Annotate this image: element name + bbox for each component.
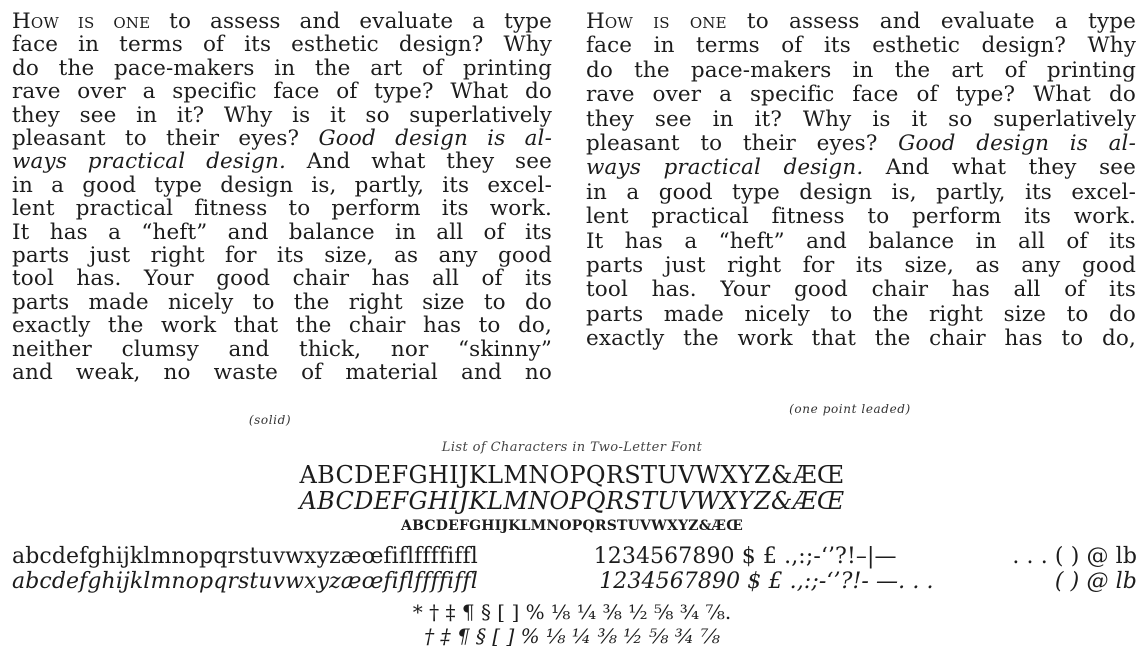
text-line [12, 10, 552, 33]
text-line: face in terms of its esthetic design? Why [12, 32, 552, 58]
italic-emphasis: ways practical design. [586, 155, 864, 181]
text-line: lent practical fitness to perform its work. [586, 204, 1136, 230]
lowercase-roman-end: . . . ( ) @ lb [1012, 544, 1137, 569]
text-line [12, 150, 552, 173]
left-column-solid [12, 10, 552, 385]
text-line: face in terms of its esthetic design? Why [586, 33, 1136, 59]
text-segment: pleasant to their eyes? [12, 126, 319, 152]
text-segment: And what they see [863, 155, 1136, 181]
text-line [586, 156, 1136, 180]
text-line: in a good type design is, partly, its excel- [586, 179, 1136, 205]
lowercase-italic-letters: abcdefghijklmnopqrstuvwxyzæœfiflffffiffl [12, 569, 478, 594]
text-segment: And what they see [286, 149, 552, 175]
right-column-leaded [586, 10, 1136, 352]
character-list-title: List of Characters in Two-Letter Font [441, 440, 703, 455]
lowercase-italic-figures: 1234567890 $ £ .,:;-‘’?!- —. . . [599, 569, 934, 594]
text-line: they see in it? Why is it so superlatively [12, 102, 552, 128]
text-line: neither clumsy and thick, nor “skinny” [12, 336, 552, 362]
text-line: parts made nicely to the right size to do [586, 301, 1136, 327]
text-line: exactly the work that the chair has to do, [12, 313, 552, 339]
symbols-italic: † ‡ ¶ § [ ] % ⅛ ¼ ⅜ ½ ⅝ ¾ ⅞ [424, 624, 720, 648]
text-line: do the pace-makers in the art of printing [586, 57, 1136, 83]
text-line: they see in it? Why is it so superlatively [586, 106, 1136, 132]
text-line [586, 10, 1136, 34]
lowercase-italic-end: ( ) @ lb [1054, 569, 1137, 594]
caption-solid: (solid) [248, 413, 292, 427]
text-line [12, 127, 552, 150]
lowercase-italic-row [12, 569, 1137, 594]
lowercase-roman-figures: 1234567890 $ £ .,:;-‘’?!–|— [593, 544, 897, 569]
text-line: in a good type design is, partly, its excel- [12, 172, 552, 198]
text-line [586, 132, 1136, 156]
text-line: rave over a specific face of type? What do [586, 82, 1136, 108]
text-line: It has a “heft” and balance in all of its [586, 228, 1136, 254]
lowercase-roman-row [12, 544, 1137, 569]
lowercase-roman-letters: abcdefghijklmnopqrstuvwxyzæœfiflffffiffl [12, 544, 478, 569]
text-segment: pleasant to their eyes? [586, 131, 899, 157]
text-line: parts just right for its size, as any good [586, 253, 1136, 279]
text-line: parts made nicely to the right size to do [12, 289, 552, 315]
text-line: tool has. Your good chair has all of its [586, 277, 1136, 303]
small-capitals: ABCDEFGHIJKLMNOPQRSTUVWXYZ&ÆŒ [401, 518, 743, 534]
text-line: rave over a specific face of type? What do [12, 79, 552, 105]
capitals-italic: ABCDEFGHIJKLMNOPQRSTUVWXYZ&ÆŒ [299, 487, 845, 515]
text-line: and weak, no waste of material and no [12, 360, 552, 386]
text-line: tool has. Your good chair has all of its [12, 266, 552, 292]
capitals-roman: ABCDEFGHIJKLMNOPQRSTUVWXYZ&ÆŒ [299, 461, 845, 489]
text-line: It has a “heft” and balance in all of its [12, 219, 552, 245]
text-line: parts just right for its size, as any good [12, 243, 552, 269]
text-line: lent practical fitness to perform its work. [12, 196, 552, 222]
text-line: exactly the work that the chair has to do, [586, 326, 1136, 352]
italic-emphasis: Good design is al- [898, 131, 1137, 157]
italic-emphasis: Good design is al- [318, 126, 552, 152]
text-segment: to assess and evaluate a type [726, 9, 1136, 34]
text-segment: to assess and evaluate a type [150, 9, 552, 34]
caption-one-point-leaded: (one point leaded) [789, 402, 911, 416]
small-caps-lead: How is one [586, 9, 727, 34]
italic-emphasis: ways practical design. [12, 149, 286, 175]
small-caps-lead: How is one [12, 9, 151, 34]
symbols-roman: * † ‡ ¶ § [ ] % ⅛ ¼ ⅜ ½ ⅝ ¾ ⅞. [412, 600, 732, 624]
text-line: do the pace-makers in the art of printing [12, 55, 552, 81]
